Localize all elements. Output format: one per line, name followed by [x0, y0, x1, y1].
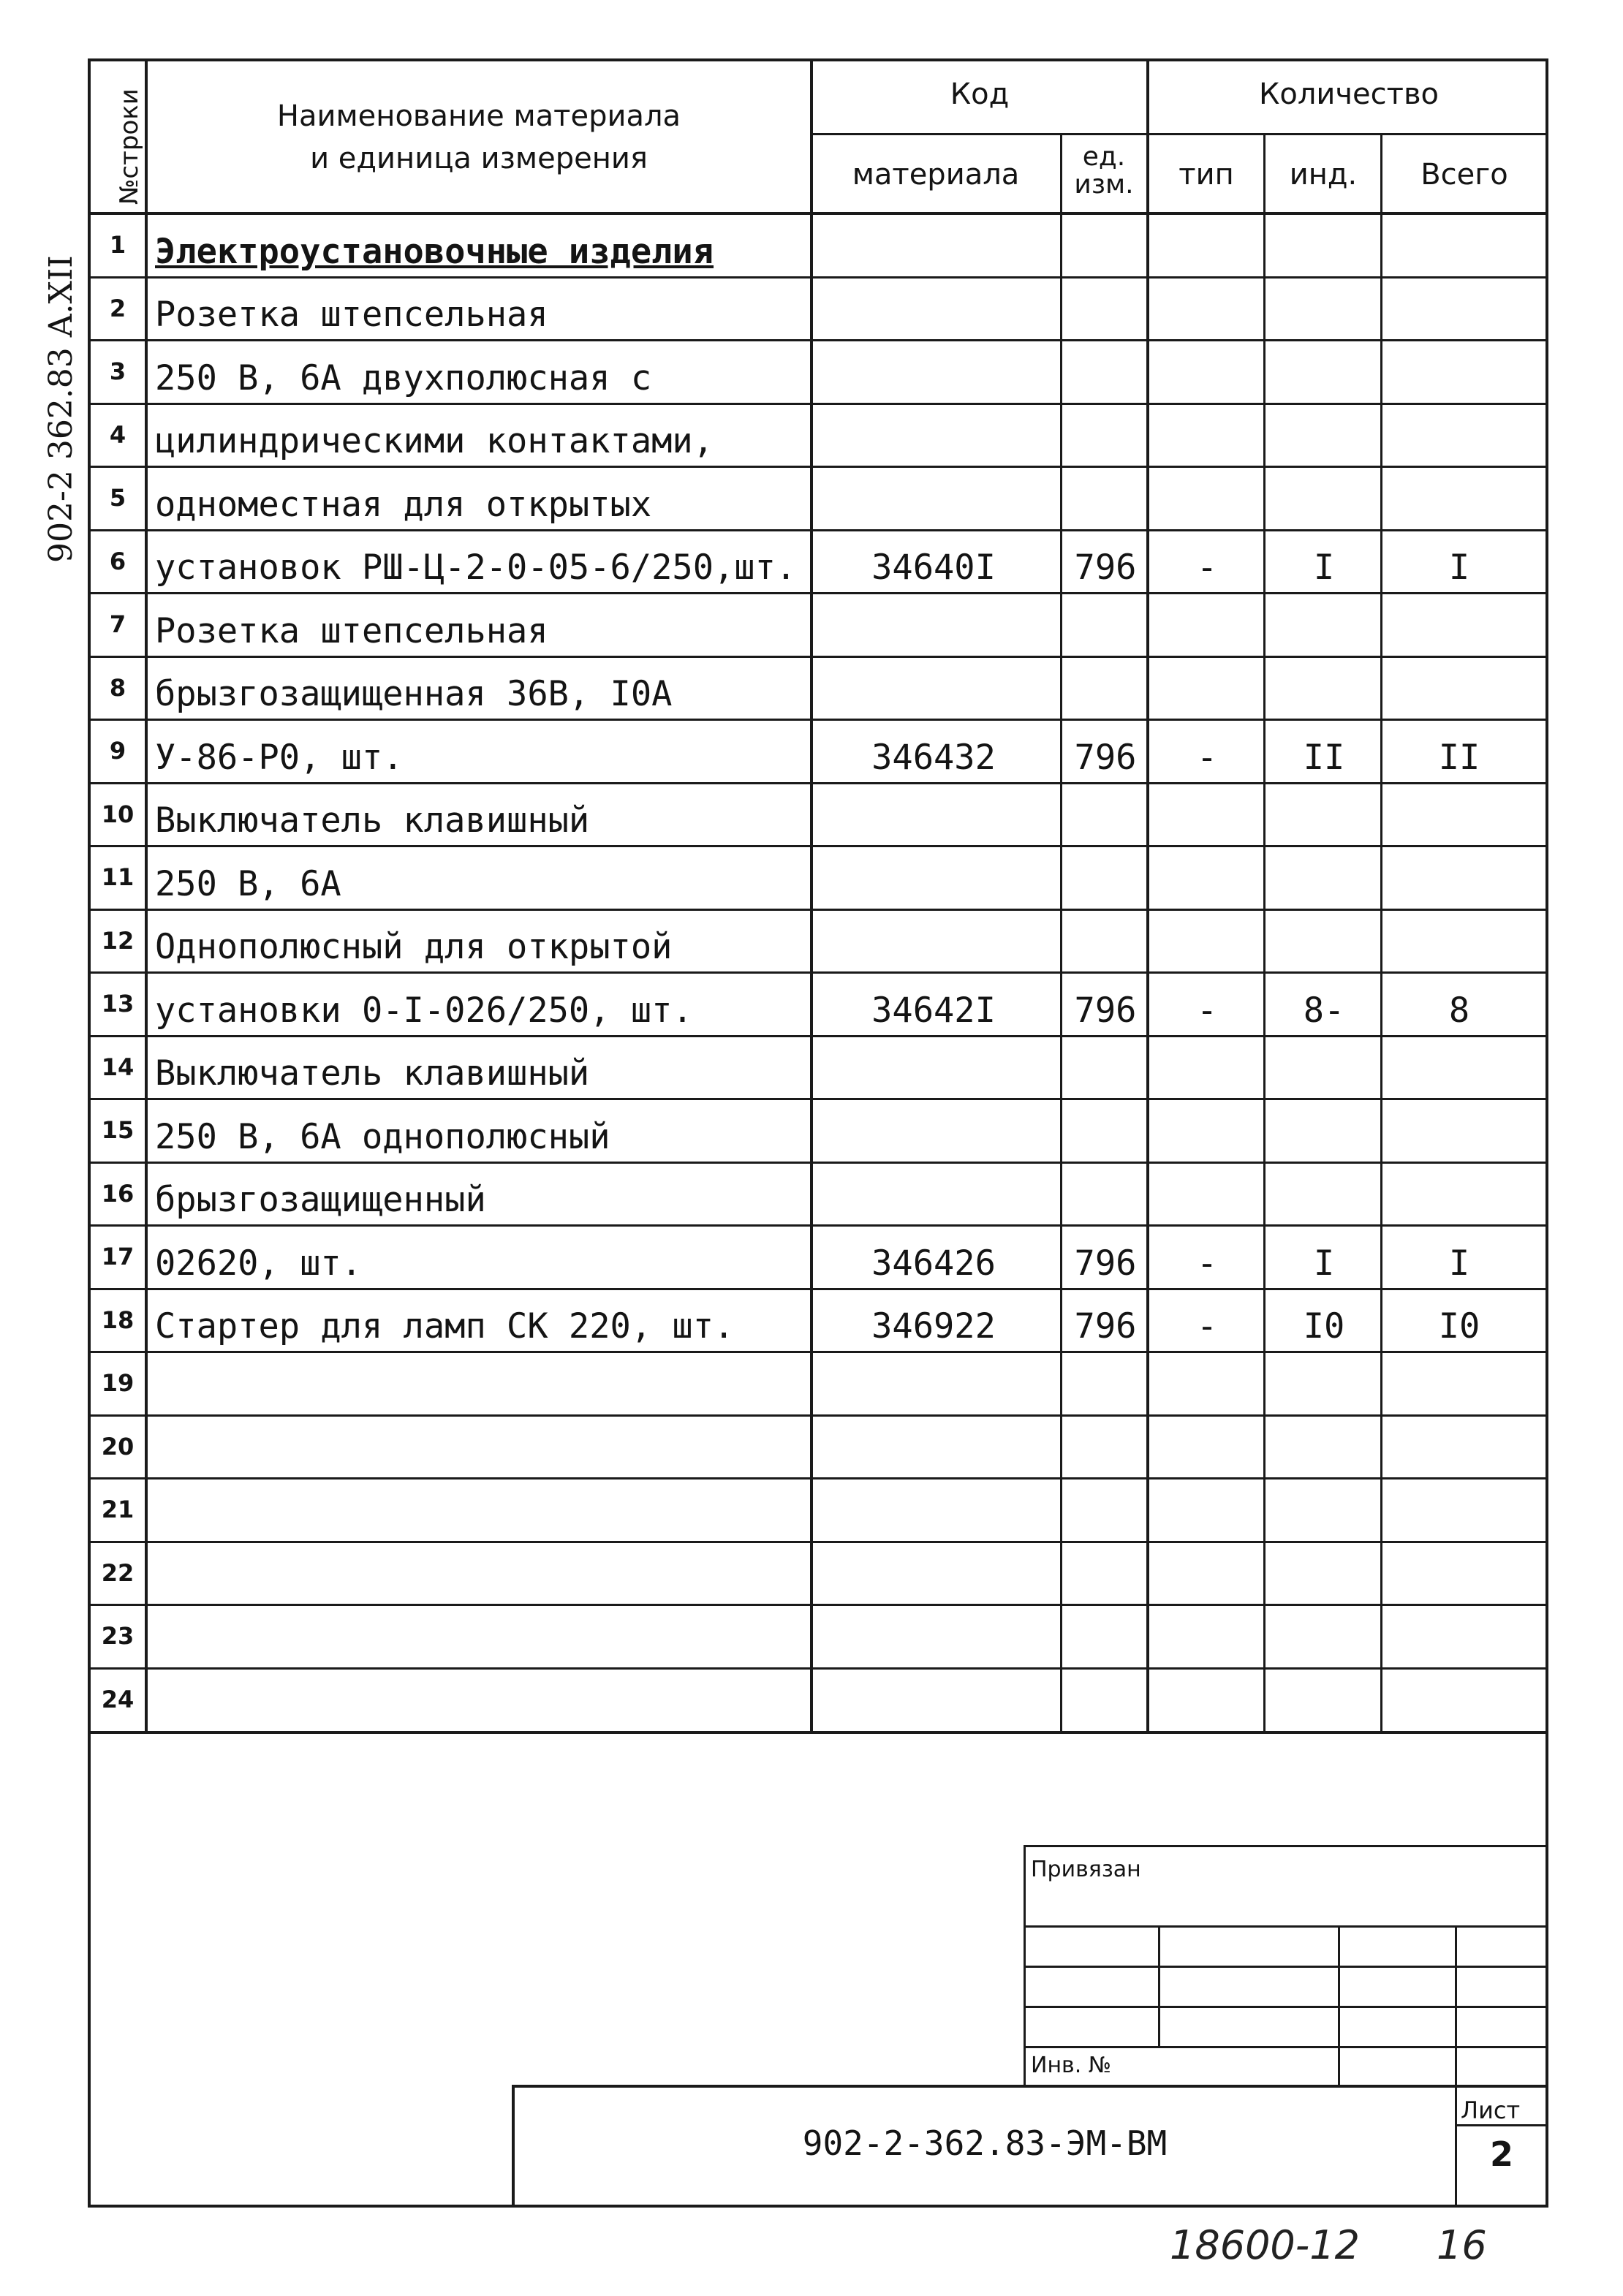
qty-group-header: Количество: [1258, 77, 1439, 111]
row-name: Выключатель клавишный: [155, 800, 590, 841]
title-block-top: [512, 2085, 1548, 2088]
row-number: 5: [109, 484, 126, 512]
row-number: 3: [109, 357, 126, 385]
row-line: [88, 845, 1548, 847]
row-line: [88, 1351, 1548, 1353]
row-line: [88, 656, 1548, 658]
doc-code: 902-2-362.83-ЭМ-ВМ: [802, 2123, 1168, 2163]
row-line: [88, 782, 1548, 784]
row-number: 22: [101, 1559, 135, 1587]
tied-label: Привязан: [1031, 1857, 1141, 1882]
row-line: [88, 909, 1548, 911]
row-name: Розетка штепсельная: [155, 295, 548, 335]
row-name: 250 В, 6А двухполюсная с: [155, 358, 652, 398]
stamp-vline-3: [1338, 1925, 1340, 2086]
row-type: -: [1196, 990, 1218, 1031]
row-number: 18: [101, 1306, 135, 1334]
row-line: [88, 1162, 1548, 1164]
row-type: -: [1196, 1306, 1218, 1346]
row-ind: I0: [1303, 1306, 1345, 1346]
row-name: брызгозащищенная 36В, I0А: [155, 674, 673, 714]
col-line-type: [1263, 133, 1266, 1732]
frame-right: [1546, 58, 1548, 2208]
row-name: 250 В, 6А однополюсный: [155, 1117, 610, 1157]
row-name: Стартер для ламп СК 220, шт.: [155, 1306, 735, 1346]
row-line: [88, 719, 1548, 721]
row-line: [88, 1224, 1548, 1227]
row-number: 1: [109, 231, 126, 259]
stamp-line-1: [1024, 1845, 1548, 1847]
code-group-header: Код: [950, 77, 1010, 111]
row-unit: 796: [1074, 738, 1137, 778]
row-line: [88, 1667, 1548, 1670]
col-line-name: [810, 58, 813, 1732]
row-name: 02620, шт.: [155, 1243, 362, 1284]
material-header: материала: [852, 158, 1020, 192]
frame-left: [88, 58, 91, 2208]
frame-bottom: [88, 2205, 1548, 2208]
row-name: 250 В, 6А: [155, 864, 341, 904]
col-line-unit: [1146, 58, 1149, 1732]
row-total: I: [1448, 548, 1470, 588]
row-total: II: [1438, 738, 1480, 778]
row-number: 14: [101, 1053, 135, 1081]
row-line: [88, 1414, 1548, 1417]
row-code: 34640I: [871, 548, 996, 588]
handwritten-order: 18600-12: [1170, 2222, 1360, 2268]
row-code: 346426: [871, 1243, 996, 1284]
row-number: 4: [109, 421, 126, 449]
stamp-line-5: [1024, 2046, 1548, 2048]
row-ind: 8-: [1303, 990, 1345, 1031]
row-name: Выключатель клавишный: [155, 1053, 590, 1094]
row-ind: II: [1303, 738, 1345, 778]
ind-header: инд.: [1289, 158, 1358, 192]
row-number: 16: [101, 1180, 135, 1208]
row-name: брызгозащищенный: [155, 1180, 486, 1220]
row-unit: 796: [1074, 548, 1137, 588]
row-number: 11: [101, 863, 135, 891]
row-number: 21: [101, 1496, 135, 1523]
row-name: установок РШ-Ц-2-0-05-6/250,шт.: [155, 548, 797, 588]
header-bottom-line: [88, 212, 1548, 215]
col-line-rowno: [145, 58, 148, 1732]
total-header: Всего: [1420, 158, 1508, 192]
row-line: [88, 592, 1548, 594]
row-number: 20: [101, 1433, 135, 1460]
stamp-line-2: [1024, 1925, 1548, 1928]
col-line-ind: [1380, 133, 1382, 1732]
row-line: [88, 1288, 1548, 1290]
row-number: 19: [101, 1369, 135, 1397]
row-total: I0: [1438, 1306, 1480, 1346]
row-line: [88, 529, 1548, 531]
row-ind: I: [1313, 548, 1335, 588]
row-line: [88, 466, 1548, 468]
type-header: тип: [1179, 158, 1234, 192]
row-name: Электроустановочные изделия: [155, 232, 714, 272]
row-name: установки 0-I-026/250, шт.: [155, 990, 693, 1031]
sheet-divider: [1455, 2124, 1548, 2126]
row-name: цилиндрическими контактами,: [155, 421, 714, 461]
row-code: 346922: [871, 1306, 996, 1346]
handwritten-page: 16: [1437, 2222, 1487, 2268]
row-ind: I: [1313, 1243, 1335, 1284]
row-name: Розетка штепсельная: [155, 611, 548, 651]
row-unit: 796: [1074, 990, 1137, 1031]
row-unit: 796: [1074, 1243, 1137, 1284]
row-line: [88, 1035, 1548, 1037]
row-number: 8: [109, 674, 126, 702]
row-line: [88, 276, 1548, 279]
col-line-code: [1060, 133, 1062, 1732]
row-line: [88, 1541, 1548, 1543]
inv-label: Инв. №: [1031, 2053, 1112, 2078]
row-line: [88, 1477, 1548, 1479]
row-name: У-86-Р0, шт.: [155, 738, 404, 778]
row-line: [88, 1098, 1548, 1100]
row-number: 17: [101, 1243, 135, 1270]
row-number: 15: [101, 1116, 135, 1144]
row-name: одноместная для открытых: [155, 485, 652, 525]
row-name: Однополюсный для открытой: [155, 927, 673, 967]
side-label: 902-2 362.83 A.XII: [42, 255, 80, 563]
unit-header: ед. изм.: [1074, 142, 1134, 200]
row-line: [88, 971, 1548, 974]
rowno-header: №строки: [115, 88, 144, 205]
stamp-line-3: [1024, 1966, 1548, 1968]
row-number: 9: [109, 737, 126, 765]
row-code: 34642I: [871, 990, 996, 1031]
frame-top: [88, 58, 1548, 61]
row-line: [88, 403, 1548, 405]
name-header: Наименование материала и единица измерения: [276, 99, 681, 175]
table-bottom-line: [88, 1731, 1548, 1734]
row-number: 7: [109, 610, 126, 638]
row-line: [88, 1604, 1548, 1606]
row-total: 8: [1448, 990, 1470, 1031]
row-number: 23: [101, 1622, 135, 1650]
row-unit: 796: [1074, 1306, 1137, 1346]
row-type: -: [1196, 738, 1218, 778]
sheet-number: 2: [1489, 2134, 1513, 2174]
header-subline: [812, 133, 1548, 135]
row-number: 24: [101, 1686, 135, 1713]
row-number: 13: [101, 990, 135, 1018]
row-number: 6: [109, 548, 126, 575]
sheet-label: Лист: [1461, 2096, 1521, 2124]
stamp-vline-2: [1158, 1925, 1160, 2047]
row-number: 12: [101, 927, 135, 955]
row-number: 2: [109, 295, 126, 322]
row-type: -: [1196, 548, 1218, 588]
stamp-vline-4: [1455, 1925, 1457, 2206]
row-type: -: [1196, 1243, 1218, 1284]
row-code: 346432: [871, 738, 996, 778]
row-total: I: [1448, 1243, 1470, 1284]
row-line: [88, 339, 1548, 341]
row-number: 10: [101, 800, 135, 828]
stamp-line-4: [1024, 2006, 1548, 2008]
